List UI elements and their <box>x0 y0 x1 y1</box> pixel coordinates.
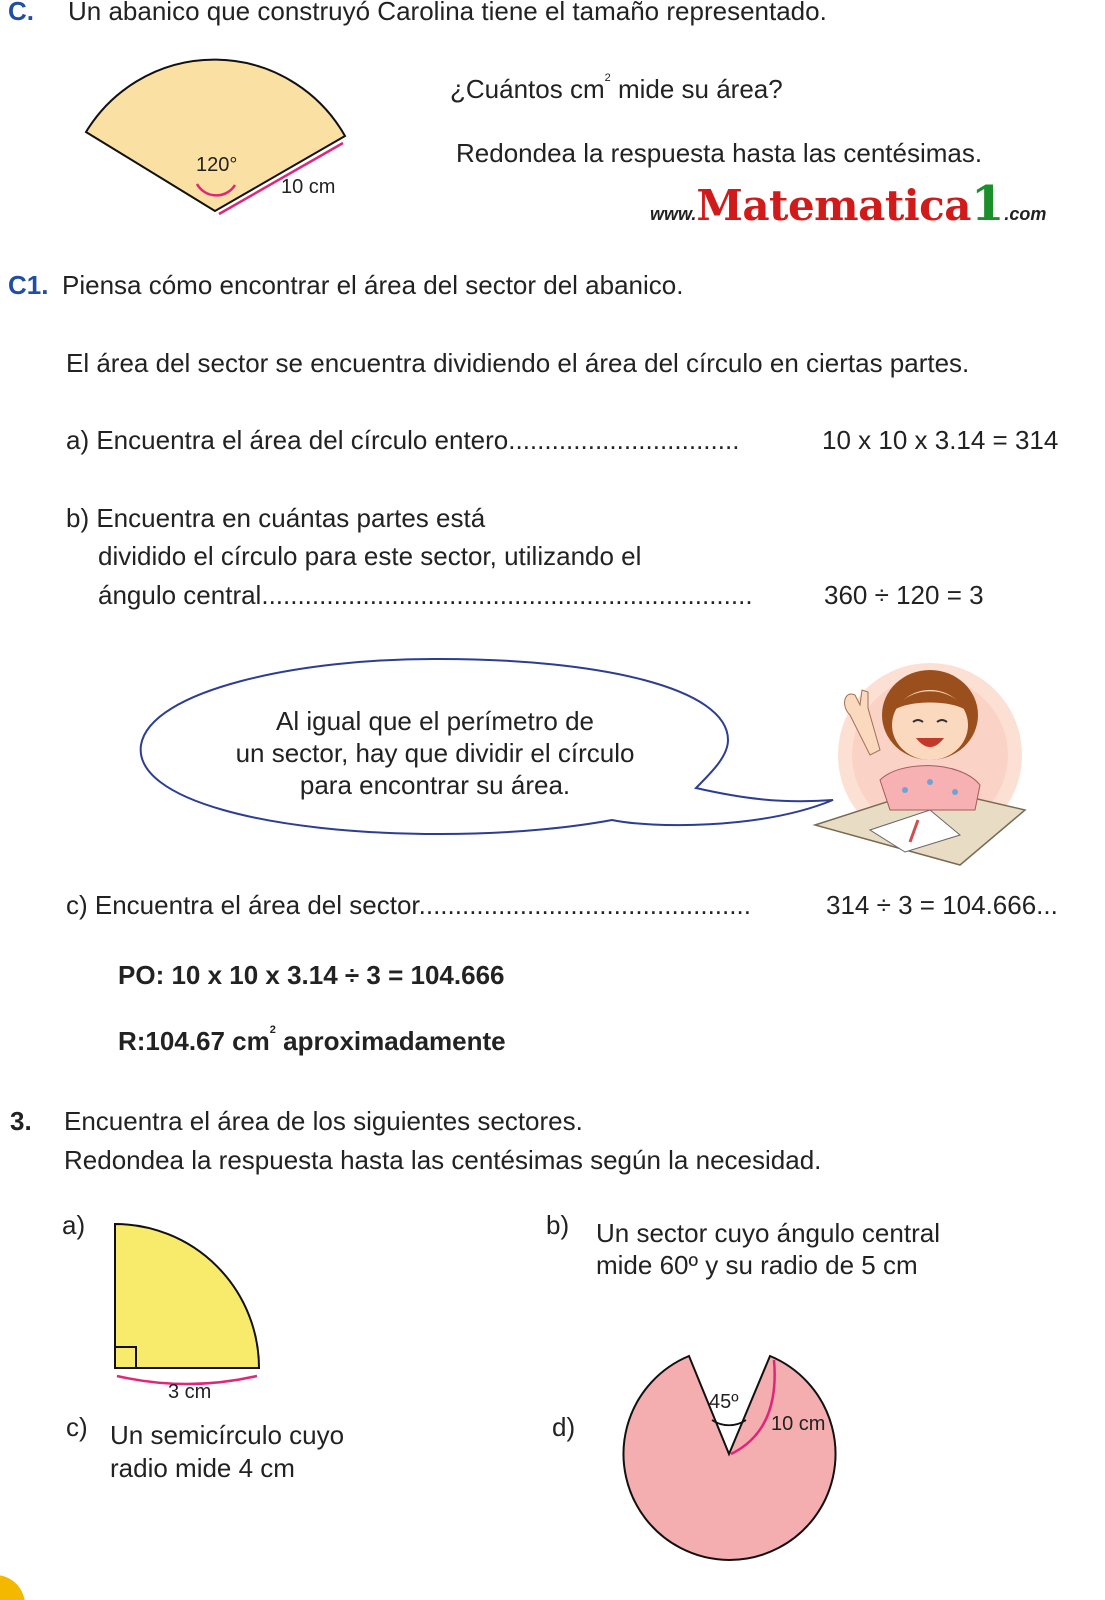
speech-bubble-text: Al igual que el perímetro de un sector, hay que dividir el círculo para encontrar su área. <box>235 706 635 800</box>
fan-angle-label: 120° <box>196 154 238 176</box>
exercise-c-line1: Un semicírculo cuyo <box>110 1420 345 1450</box>
c1-intro: El área del sector se encuentra dividiendo el área del círculo en ciertas partes. <box>66 348 970 378</box>
section-c1-label: C1. <box>8 270 49 300</box>
section-3-line1: Encuentra el área de los siguientes sectores. <box>64 1106 583 1136</box>
item-a-answer: 10 x 10 x 3.14 = 314 <box>822 425 1059 455</box>
exercise-c-line2: radio mide 4 cm <box>110 1453 295 1483</box>
corner-decoration <box>0 1560 40 1600</box>
section-3-line2: Redondea la respuesta hasta las centésimas según la necesidad. <box>64 1145 822 1175</box>
area-question: ¿Cuántos $cm^2$ mide su área? <box>450 72 783 104</box>
section-3-label: 3. <box>10 1106 32 1136</box>
quarter-radius-label: 3 cm <box>168 1381 212 1403</box>
item-b-line3: ángulo central.................................................................... <box>98 580 753 610</box>
operation-po: PO: 10 x 10 x 3.14 ÷ 3 = 104.666 <box>118 960 505 990</box>
section-c1-title: Piensa cómo encontrar el área del sector del abanico. <box>62 270 684 300</box>
matematica1-logo: www.Matematica1.com <box>650 176 1047 232</box>
exercise-c-label: c) <box>66 1412 88 1442</box>
exercise-b-line2: mide 60º y su radio de 5 cm <box>596 1250 918 1280</box>
rounding-instruction: Redondea la respuesta hasta las centésimas. <box>456 138 983 168</box>
item-c-text: c) Encuentra el área del sector.............................................. <box>66 890 751 920</box>
fan-radius-label: 10 cm <box>281 176 336 198</box>
item-a-text: a) Encuentra el área del círculo entero................................ <box>66 425 740 455</box>
major-sector-shape <box>623 1356 835 1560</box>
major-radius-label: 10 cm <box>771 1413 826 1435</box>
item-c-answer: 314 ÷ 3 = 104.666... <box>826 890 1058 920</box>
result-r: R:104.67 $cm^2$ aproximadamente <box>118 1024 506 1056</box>
item-b-line1: b) Encuentra en cuántas partes está <box>66 503 486 533</box>
major-angle-label: 45º <box>709 1391 739 1413</box>
section-c-statement: Un abanico que construyó Carolina tiene el tamaño representado. <box>68 0 827 26</box>
exercise-b-label: b) <box>546 1210 570 1240</box>
exercise-d-label: d) <box>552 1412 576 1442</box>
exercise-b-line1: Un sector cuyo ángulo central <box>596 1218 940 1248</box>
section-c-label: C. <box>8 0 34 26</box>
item-b-line2: dividido el círculo para este sector, utilizando el <box>98 541 642 571</box>
exercise-a-label: a) <box>62 1210 86 1240</box>
item-b-answer: 360 ÷ 120 = 3 <box>824 580 984 610</box>
